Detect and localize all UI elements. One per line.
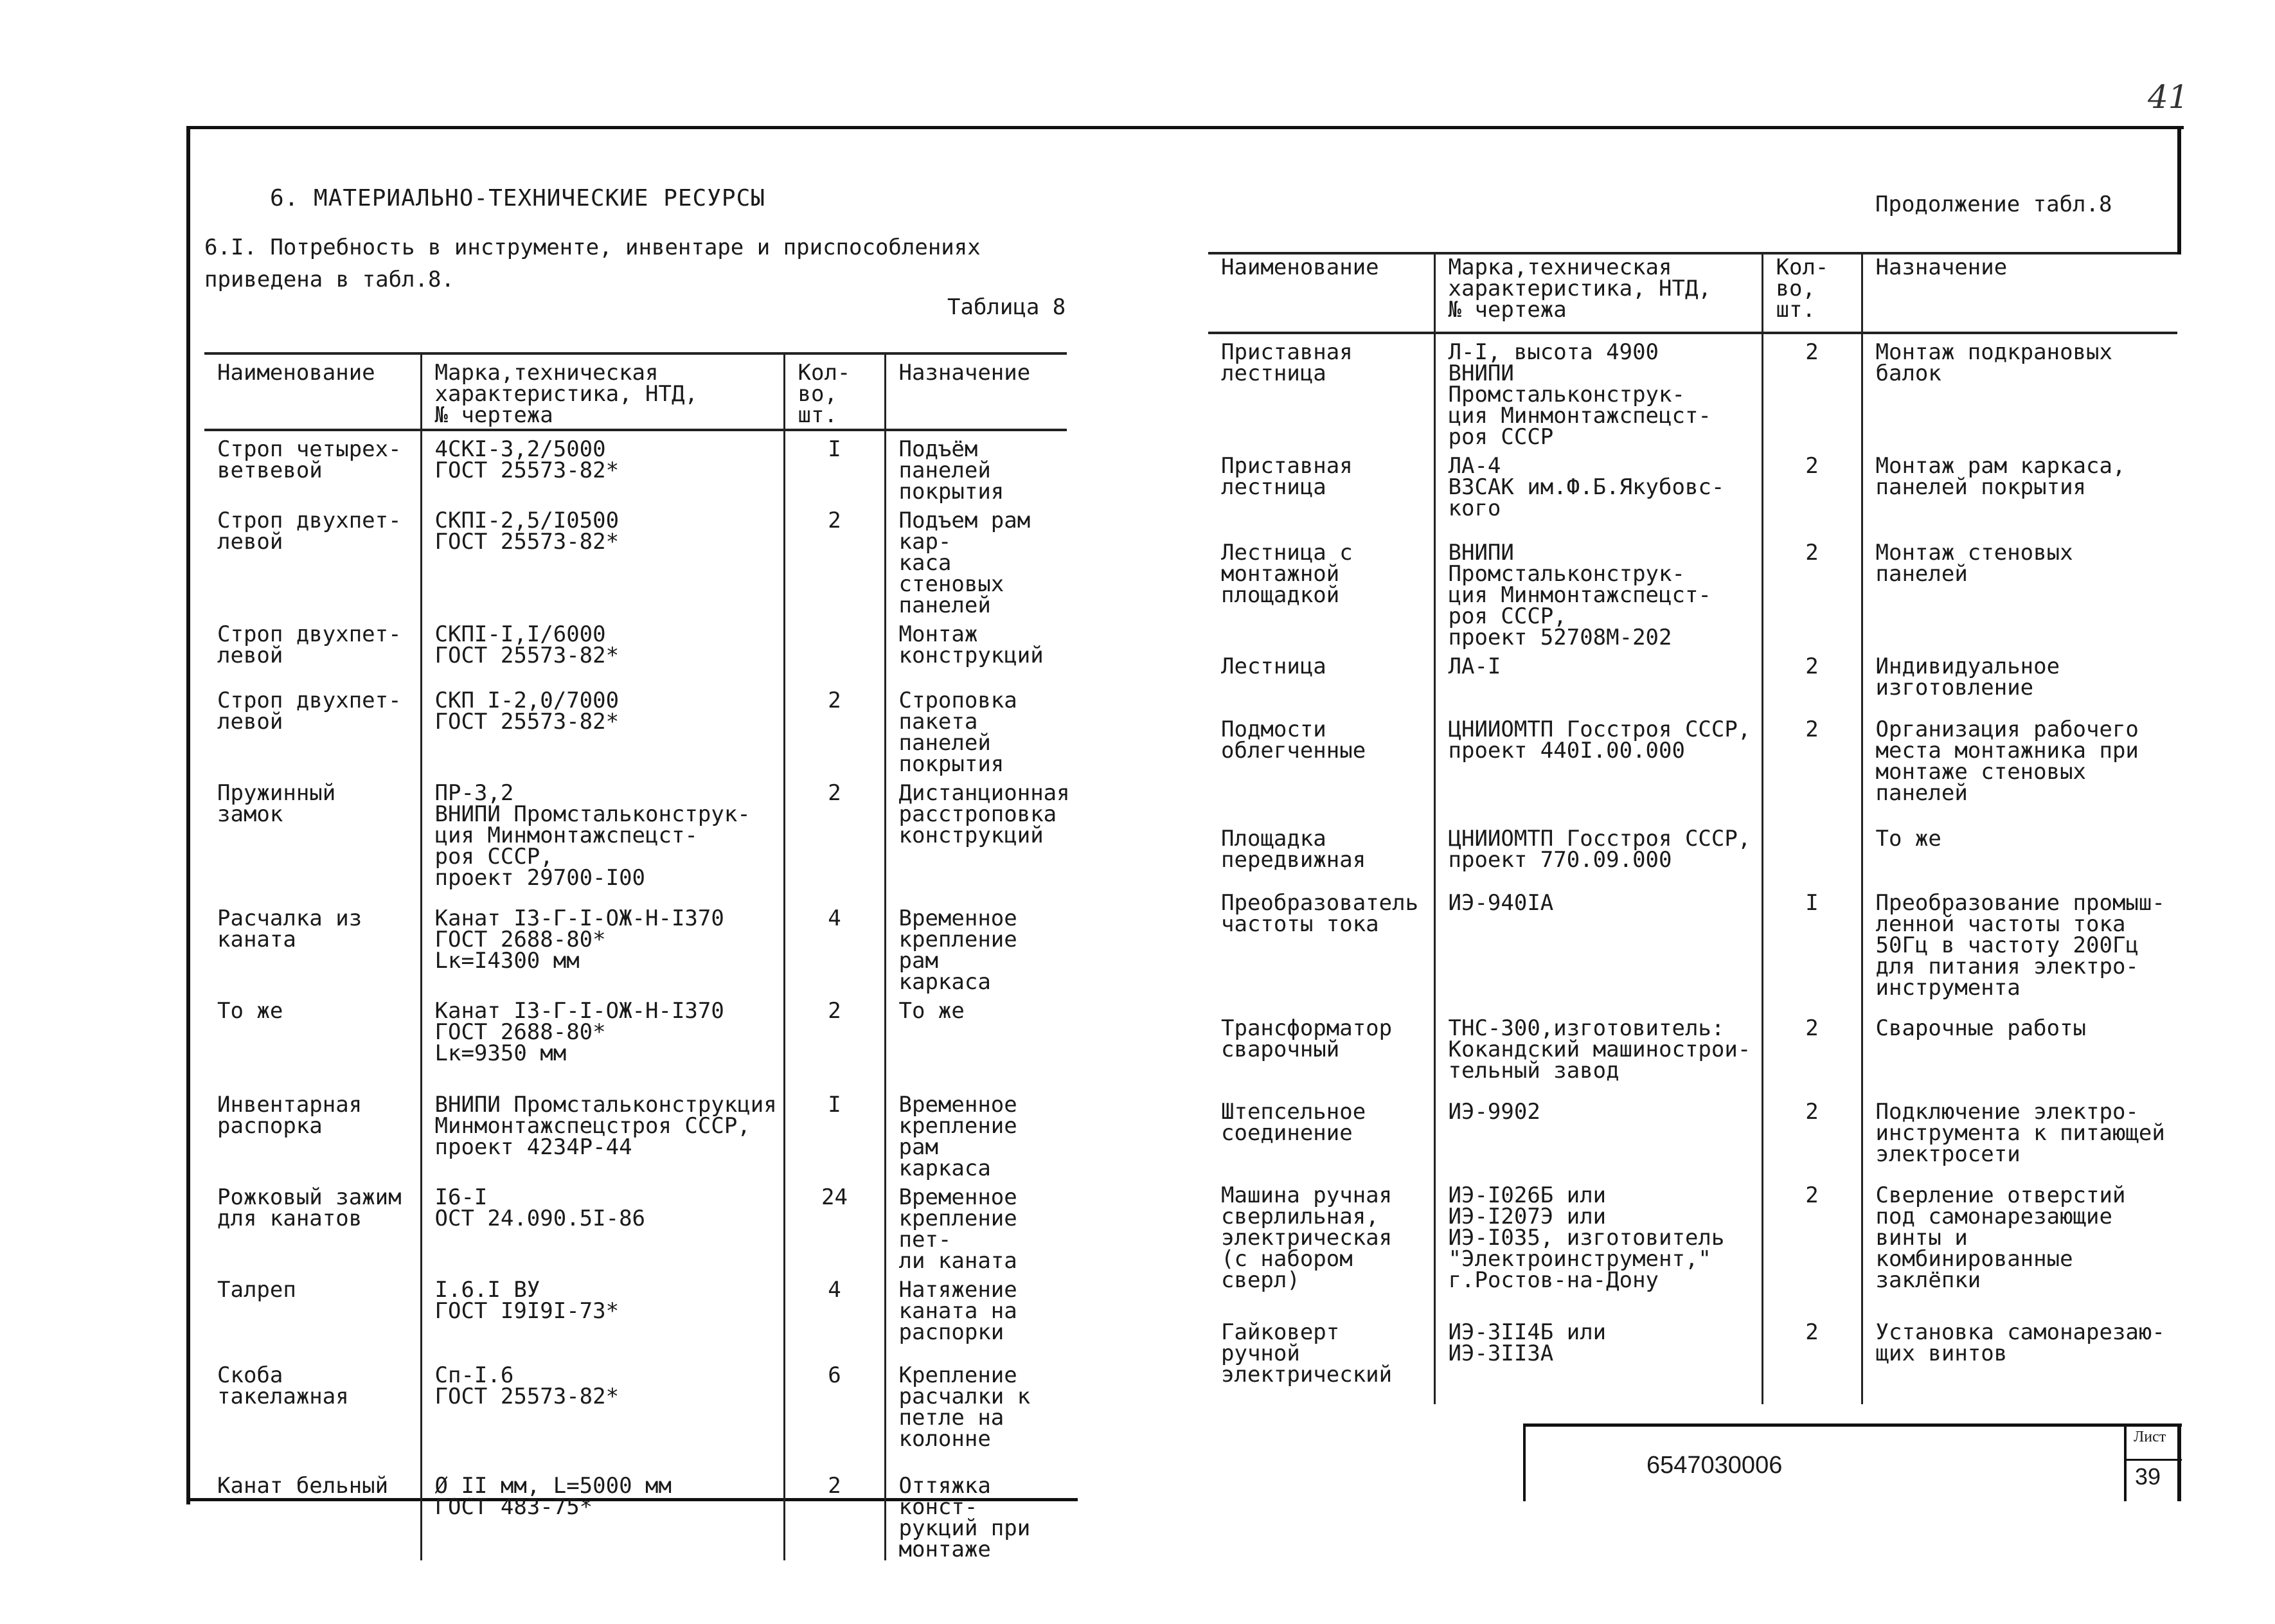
purpose-cell: Строповка пакета панелей покрытия	[898, 688, 1017, 777]
spec-cell: ЛА-4 ВЗСАК им.Ф.Б.Якубовс- кого	[1434, 448, 1762, 535]
table-row	[204, 900, 1067, 993]
qty-cell: 2	[784, 683, 885, 775]
name-cell: Приставная лестница	[1208, 333, 1434, 448]
purpose-cell: Временное крепление рам каркаса	[898, 906, 1017, 995]
purpose-cell: Сверление отверстий под самонарезающие винты и комбинированные заклёпки	[1875, 1182, 2126, 1293]
header-name: Наименование	[204, 353, 421, 430]
spec-cell: ИЭ-3II4Б или ИЭ-3II3А	[1434, 1314, 1762, 1404]
qty-cell: 2	[1762, 711, 1862, 821]
spec-cell: ВНИПИ Промстальконструкция Минмонтажспецстроя СССР, проект 4234Р-44	[421, 1087, 784, 1179]
table-row	[204, 1468, 1067, 1560]
frame-right-edge-bottom	[2177, 1423, 2181, 1501]
table-row	[1208, 711, 2177, 821]
spec-cell: I.6.I ВУ ГОСТ I9I9I-73*	[421, 1272, 784, 1357]
qty-cell: 2	[1762, 535, 1862, 648]
name-cell: Трансформатор сварочный	[1208, 1010, 1434, 1094]
spec-cell: Сп-I.6 ГОСТ 25573-82*	[421, 1357, 784, 1468]
table-row	[1208, 648, 2177, 711]
qty-cell: 2	[784, 775, 885, 900]
name-cell: Площадка передвижная	[1208, 821, 1434, 885]
qty-cell: 2	[1762, 648, 1862, 711]
name-cell: Лестница	[1208, 648, 1434, 711]
table-row	[204, 616, 1067, 683]
table-header-row	[1208, 253, 2177, 333]
spec-cell: ЦНИИОМТП Госстроя СССР, проект 770.09.000	[1434, 821, 1762, 885]
spec-cell: Канат I3-Г-I-ОЖ-Н-I370 ГОСТ 2688-80* Lк=I4300 мм	[421, 900, 784, 993]
purpose-cell: Крепление расчалки к петле на колонне	[898, 1362, 1031, 1452]
spec-cell: Ø II мм, L=5000 мм ГОСТ 483-75*	[421, 1468, 784, 1560]
name-cell: То же	[204, 993, 421, 1087]
purpose-cell: Оттяжка конст- рукций при монтаже	[898, 1473, 1031, 1562]
purpose-cell: Дистанционная расстроповка конструкций	[898, 780, 1070, 848]
purpose-cell: Сварочные работы	[1875, 1015, 2087, 1041]
qty-cell: I	[784, 1087, 885, 1179]
qty-cell	[1762, 821, 1862, 885]
table-row	[1208, 333, 2177, 448]
left-resources-table	[204, 352, 1070, 1562]
title-block-stamp	[1523, 1423, 2182, 1501]
header-purpose: Назначение	[898, 360, 1031, 386]
frame-right-edge	[2177, 126, 2181, 254]
name-cell: Расчалка из каната	[204, 900, 421, 993]
qty-cell: 2	[784, 1468, 885, 1560]
table-row	[1208, 885, 2177, 1010]
spec-cell: ЦНИИОМТП Госстроя СССР, проект 440I.00.000	[1434, 711, 1762, 821]
table-header-row	[204, 353, 1067, 430]
table-row	[204, 775, 1067, 900]
name-cell: Канат бельный	[204, 1468, 421, 1560]
purpose-cell: То же	[898, 998, 965, 1024]
header-name: Наименование	[1208, 253, 1434, 333]
qty-cell: 2	[1762, 1010, 1862, 1094]
table-row	[1208, 448, 2177, 535]
spec-cell: ПР-3,2 ВНИПИ Промстальконструк- ция Минмонтажспецст- роя СССР, проект 29700-I00	[421, 775, 784, 900]
qty-cell: I	[1762, 885, 1862, 1010]
purpose-cell: Подключение электро- инструмента к питающей электросети	[1875, 1099, 2165, 1167]
spec-cell: ИЭ-I026Б или ИЭ-I207Э или ИЭ-I035, изготовитель "Электроинструмент," г.Ростов-на-Дону	[1434, 1177, 1762, 1314]
spec-cell: ЛА-I	[1434, 648, 1762, 711]
spec-cell: ИЭ-9902	[1434, 1094, 1762, 1177]
name-cell: Строп двухпет- левой	[204, 683, 421, 775]
header-purpose: Назначение	[1875, 254, 2008, 280]
qty-cell: 2	[784, 503, 885, 616]
purpose-cell: Организация рабочего места монтажника при монтаже стеновых панелей	[1875, 717, 2139, 806]
spec-cell: ИЭ-940IА	[1434, 885, 1762, 1010]
name-cell: Строп четырех- ветвевой	[204, 430, 421, 503]
qty-cell: 4	[784, 1272, 885, 1357]
name-cell: Инвентарная распорка	[204, 1087, 421, 1179]
spec-cell: Канат I3-Г-I-ОЖ-Н-I370 ГОСТ 2688-80* Lк=9350 мм	[421, 993, 784, 1087]
table-row	[204, 1357, 1067, 1468]
purpose-cell: Монтаж подкрановых балок	[1875, 339, 2112, 386]
sheet-label: Лист	[2134, 1429, 2166, 1445]
sheet-number: 39	[2135, 1463, 2161, 1490]
table-row	[1208, 1177, 2177, 1314]
spec-cell: СКПI-I,I/6000 ГОСТ 25573-82*	[421, 616, 784, 683]
spec-cell: ВНИПИ Промстальконструк- ция Минмонтажспецст- роя СССР, проект 52708М-202	[1434, 535, 1762, 648]
qty-cell: 2	[1762, 333, 1862, 448]
header-qty: Кол-во, шт.	[784, 353, 885, 430]
table-row	[1208, 821, 2177, 885]
qty-cell	[784, 616, 885, 683]
header-qty: Кол-во, шт.	[1762, 253, 1862, 333]
table-row	[1208, 1314, 2177, 1404]
spec-cell: ТНС-300,изготовитель: Кокандский машинострои- тельный завод	[1434, 1010, 1762, 1094]
qty-cell: 2	[1762, 1094, 1862, 1177]
spec-cell: I6-I ОСТ 24.090.5I-86	[421, 1179, 784, 1272]
purpose-cell: Временное крепление пет- ли каната	[898, 1184, 1017, 1274]
purpose-cell: Подъем рам кар- каса стеновых панелей	[898, 508, 1031, 618]
purpose-cell: Индивидуальное изготовление	[1875, 654, 2060, 700]
table-row	[204, 430, 1067, 503]
name-cell: Машина ручная сверлильная, электрическая (с набором сверл)	[1208, 1177, 1434, 1314]
table-row	[1208, 535, 2177, 648]
section-title: 6. МАТЕРИАЛЬНО-ТЕХНИЧЕСКИЕ РЕСУРСЫ	[270, 185, 765, 211]
table-row	[204, 1087, 1067, 1179]
name-cell: Преобразователь частоты тока	[1208, 885, 1434, 1010]
spec-cell: СКП I-2,0/7000 ГОСТ 25573-82*	[421, 683, 784, 775]
name-cell: Строп двухпет- левой	[204, 616, 421, 683]
name-cell: Скоба такелажная	[204, 1357, 421, 1468]
purpose-cell: Монтаж конструкций	[898, 621, 1044, 668]
qty-cell: 24	[784, 1179, 885, 1272]
qty-cell: 2	[1762, 1314, 1862, 1404]
spec-cell: Л-I, высота 4900 ВНИПИ Промстальконструк- ция Минмонтажспецст- роя СССР	[1434, 333, 1762, 448]
name-cell: Строп двухпет- левой	[204, 503, 421, 616]
name-cell: Лестница с монтажной площадкой	[1208, 535, 1434, 648]
spec-cell: СКПI-2,5/I0500 ГОСТ 25573-82*	[421, 503, 784, 616]
purpose-cell: Установка самонарезаю- щих винтов	[1875, 1319, 2165, 1366]
name-cell: Подмости облегченные	[1208, 711, 1434, 821]
purpose-cell: Преобразование промыш- ленной частоты тока 50Гц в частоту 200Гц для питания электро- инструмента	[1875, 890, 2165, 1001]
table-row	[204, 993, 1067, 1087]
qty-cell: I	[784, 430, 885, 503]
qty-cell: 2	[784, 993, 885, 1087]
purpose-cell: Монтаж стеновых панелей	[1875, 540, 2073, 587]
qty-cell: 2	[1762, 448, 1862, 535]
header-spec: Марка,техническая характеристика, НТД, № чертежа	[421, 353, 784, 430]
continuation-caption: Продолжение табл.8	[1875, 192, 2112, 217]
qty-cell: 4	[784, 900, 885, 993]
name-cell: Пружинный замок	[204, 775, 421, 900]
purpose-cell: Монтаж рам каркаса, панелей покрытия	[1875, 453, 2126, 500]
name-cell: Талреп	[204, 1272, 421, 1357]
spec-cell: 4СКI-3,2/5000 ГОСТ 25573-82*	[421, 430, 784, 503]
purpose-cell: Подъём панелей покрытия	[898, 436, 1004, 504]
table-row	[204, 1272, 1067, 1357]
document-code: 6547030006	[1646, 1452, 1783, 1479]
handwritten-page-number: 41	[2148, 78, 2189, 116]
intro-paragraph: 6.I. Потребность в инструменте, инвентаре и приспособлениях приведена в табл.8.	[204, 235, 981, 292]
name-cell: Гайковерт ручной электрический	[1208, 1314, 1434, 1404]
name-cell: Приставная лестница	[1208, 448, 1434, 535]
name-cell: Рожковый зажим для канатов	[204, 1179, 421, 1272]
header-spec: Марка,техническая характеристика, НТД, № чертежа	[1434, 253, 1762, 333]
table-row	[1208, 1094, 2177, 1177]
table-row	[204, 683, 1067, 775]
table-caption: Таблица 8	[947, 294, 1066, 320]
table-row	[204, 1179, 1067, 1272]
purpose-cell: Натяжение каната на распорки	[898, 1277, 1017, 1345]
purpose-cell: То же	[1875, 826, 1941, 852]
right-resources-table	[1208, 252, 2177, 1404]
purpose-cell: Временное крепление рам каркаса	[898, 1092, 1017, 1181]
table-row	[1208, 1010, 2177, 1094]
name-cell: Штепсельное соединение	[1208, 1094, 1434, 1177]
qty-cell: 6	[784, 1357, 885, 1468]
table-row	[204, 503, 1067, 616]
qty-cell: 2	[1762, 1177, 1862, 1314]
